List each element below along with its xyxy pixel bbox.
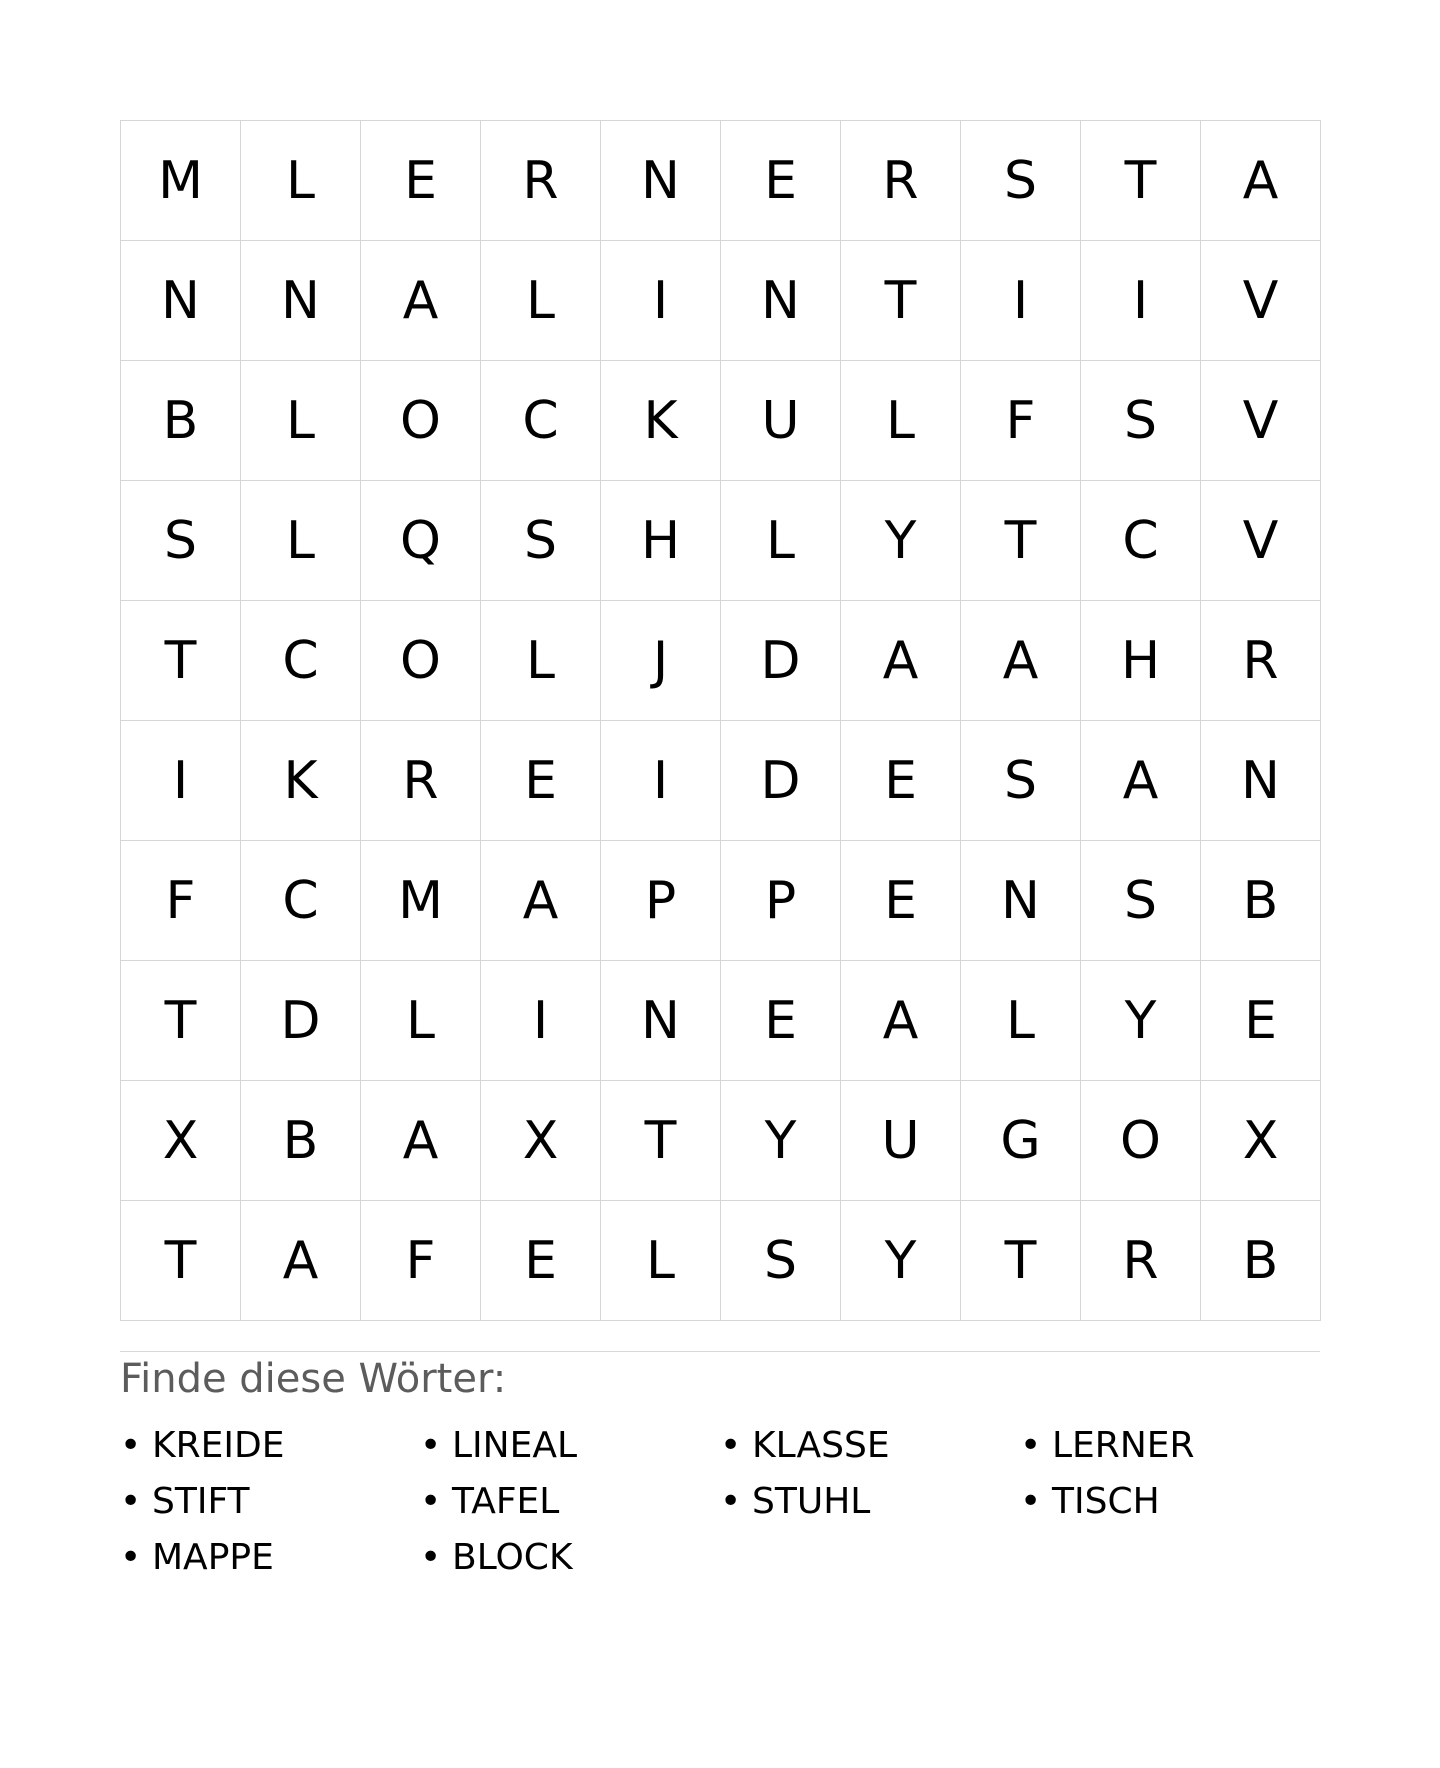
grid-cell[interactable]: C	[241, 841, 361, 961]
word-list-item	[420, 1474, 720, 1530]
grid-cell[interactable]: G	[961, 1081, 1081, 1201]
grid-cell[interactable]: S	[121, 481, 241, 601]
word-search-page	[120, 120, 1320, 1586]
grid-cell[interactable]: E	[481, 721, 601, 841]
grid-cell[interactable]: F	[121, 841, 241, 961]
word-label: MAPPE	[152, 1537, 274, 1578]
grid-cell[interactable]: A	[241, 1201, 361, 1321]
grid-cell[interactable]: T	[841, 241, 961, 361]
grid-cell[interactable]: L	[601, 1201, 721, 1321]
bullet-icon: •	[120, 1425, 142, 1466]
grid-cell[interactable]: D	[241, 961, 361, 1081]
grid-cell[interactable]: S	[721, 1201, 841, 1321]
words-title: Finde diese Wörter:	[120, 1356, 507, 1402]
grid-cell[interactable]: S	[961, 721, 1081, 841]
grid-cell[interactable]: D	[721, 601, 841, 721]
bullet-icon: •	[120, 1481, 142, 1522]
grid-cell[interactable]: E	[841, 841, 961, 961]
grid-cell[interactable]: J	[601, 601, 721, 721]
bullet-icon: •	[720, 1481, 742, 1522]
grid-cell[interactable]: X	[1201, 1081, 1321, 1201]
grid-cell[interactable]: F	[961, 361, 1081, 481]
grid-cell[interactable]: E	[481, 1201, 601, 1321]
grid-cell[interactable]: L	[721, 481, 841, 601]
grid-cell[interactable]: R	[481, 121, 601, 241]
word-list-item	[420, 1530, 720, 1586]
grid-cell[interactable]: N	[601, 121, 721, 241]
grid-cell[interactable]: X	[481, 1081, 601, 1201]
grid-cell[interactable]: H	[601, 481, 721, 601]
word-list-item	[720, 1474, 1020, 1530]
bullet-icon: •	[420, 1537, 442, 1578]
word-list	[120, 1418, 1320, 1586]
grid-cell[interactable]: I	[1081, 241, 1201, 361]
grid-cell[interactable]: L	[241, 481, 361, 601]
grid-cell[interactable]: E	[841, 721, 961, 841]
grid-cell[interactable]: S	[1081, 841, 1201, 961]
grid-cell[interactable]: A	[481, 841, 601, 961]
grid-cell[interactable]: L	[481, 241, 601, 361]
word-list-item	[1020, 1418, 1320, 1474]
grid-cell[interactable]: E	[721, 121, 841, 241]
grid-cell[interactable]: S	[961, 121, 1081, 241]
word-label: LERNER	[1052, 1425, 1195, 1466]
grid-cell[interactable]: E	[361, 121, 481, 241]
grid-cell[interactable]: T	[121, 1201, 241, 1321]
grid-cell[interactable]: C	[241, 601, 361, 721]
grid-cell[interactable]: T	[961, 481, 1081, 601]
grid-cell[interactable]: N	[1201, 721, 1321, 841]
word-label: LINEAL	[452, 1425, 578, 1466]
grid-cell[interactable]: I	[961, 241, 1081, 361]
word-list-item	[120, 1474, 420, 1530]
grid-cell[interactable]: Y	[841, 481, 961, 601]
word-list-item	[120, 1418, 420, 1474]
grid-cell[interactable]: A	[841, 601, 961, 721]
grid-cell[interactable]: O	[361, 601, 481, 721]
grid-cell[interactable]: Q	[361, 481, 481, 601]
grid-cell[interactable]: I	[121, 721, 241, 841]
grid-cell[interactable]: A	[1201, 121, 1321, 241]
grid-cell[interactable]: T	[121, 961, 241, 1081]
word-list-item	[420, 1418, 720, 1474]
bullet-icon: •	[1020, 1481, 1042, 1522]
grid-cell[interactable]: O	[361, 361, 481, 481]
grid-cell[interactable]: V	[1201, 241, 1321, 361]
grid-cell[interactable]: E	[721, 961, 841, 1081]
grid-cell[interactable]: N	[241, 241, 361, 361]
bullet-icon: •	[120, 1537, 142, 1578]
word-label: KLASSE	[752, 1425, 890, 1466]
grid-cell[interactable]: X	[121, 1081, 241, 1201]
grid-cell[interactable]: T	[1081, 121, 1201, 241]
grid-cell[interactable]: R	[1201, 601, 1321, 721]
word-list-item	[120, 1530, 420, 1586]
grid-cell[interactable]: L	[241, 361, 361, 481]
grid-cell[interactable]: P	[721, 841, 841, 961]
grid-cell[interactable]: B	[1201, 841, 1321, 961]
grid-cell[interactable]: V	[1201, 361, 1321, 481]
word-label: STIFT	[152, 1481, 250, 1522]
word-list-item	[1020, 1474, 1320, 1530]
word-label: BLOCK	[452, 1537, 573, 1578]
grid-cell[interactable]: B	[121, 361, 241, 481]
grid-cell[interactable]: R	[841, 121, 961, 241]
grid-cell[interactable]: V	[1201, 481, 1321, 601]
grid-cell[interactable]: I	[601, 721, 721, 841]
divider	[120, 1351, 1320, 1352]
letter-grid	[120, 120, 1321, 1321]
grid-cell[interactable]: N	[961, 841, 1081, 961]
grid-cell[interactable]: K	[601, 361, 721, 481]
grid-cell[interactable]: U	[721, 361, 841, 481]
bullet-icon: •	[420, 1425, 442, 1466]
grid-cell[interactable]: S	[481, 481, 601, 601]
grid-cell[interactable]: A	[841, 961, 961, 1081]
word-label: STUHL	[752, 1481, 871, 1522]
grid-cell[interactable]: B	[1201, 1201, 1321, 1321]
grid-cell[interactable]: L	[241, 121, 361, 241]
grid-cell[interactable]: A	[1081, 721, 1201, 841]
grid-cell[interactable]: F	[361, 1201, 481, 1321]
grid-cell[interactable]: R	[1081, 1201, 1201, 1321]
grid-cell[interactable]: I	[481, 961, 601, 1081]
grid-cell[interactable]: S	[1081, 361, 1201, 481]
grid-cell[interactable]: O	[1081, 1081, 1201, 1201]
grid-cell[interactable]: N	[721, 241, 841, 361]
grid-cell[interactable]: N	[601, 961, 721, 1081]
bullet-icon: •	[720, 1425, 742, 1466]
grid-cell[interactable]: T	[601, 1081, 721, 1201]
grid-cell[interactable]: A	[361, 1081, 481, 1201]
grid-cell[interactable]: D	[721, 721, 841, 841]
grid-cell[interactable]: L	[841, 361, 961, 481]
grid-cell[interactable]: Y	[841, 1201, 961, 1321]
grid-cell[interactable]: U	[841, 1081, 961, 1201]
word-label: KREIDE	[152, 1425, 285, 1466]
word-label: TAFEL	[452, 1481, 560, 1522]
grid-cell[interactable]: M	[361, 841, 481, 961]
bullet-icon: •	[1020, 1425, 1042, 1466]
grid-cell[interactable]: C	[481, 361, 601, 481]
grid-cell[interactable]: M	[121, 121, 241, 241]
grid-cell[interactable]: L	[361, 961, 481, 1081]
grid-cell[interactable]: I	[601, 241, 721, 361]
grid-cell[interactable]: Y	[1081, 961, 1201, 1081]
grid-cell[interactable]: R	[361, 721, 481, 841]
grid-cell[interactable]: L	[961, 961, 1081, 1081]
grid-cell[interactable]: P	[601, 841, 721, 961]
grid-cell[interactable]: T	[121, 601, 241, 721]
bullet-icon: •	[420, 1481, 442, 1522]
grid-cell[interactable]: K	[241, 721, 361, 841]
grid-cell[interactable]: B	[241, 1081, 361, 1201]
grid-cell[interactable]: C	[1081, 481, 1201, 601]
grid-cell[interactable]: T	[961, 1201, 1081, 1321]
grid-cell[interactable]: E	[1201, 961, 1321, 1081]
grid-cell[interactable]: Y	[721, 1081, 841, 1201]
grid-cell[interactable]: H	[1081, 601, 1201, 721]
word-label: TISCH	[1052, 1481, 1160, 1522]
grid-cell[interactable]: L	[481, 601, 601, 721]
grid-cell[interactable]: A	[361, 241, 481, 361]
grid-cell[interactable]: N	[121, 241, 241, 361]
grid-cell[interactable]: A	[961, 601, 1081, 721]
word-list-item	[720, 1418, 1020, 1474]
